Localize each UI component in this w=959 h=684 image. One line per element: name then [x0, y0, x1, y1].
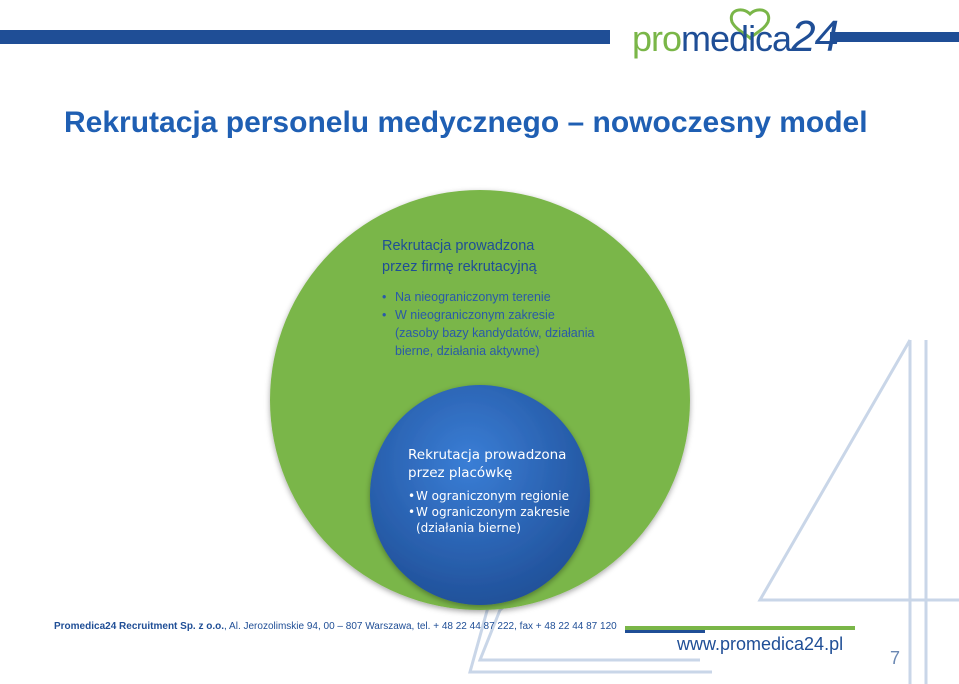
page-number: 7	[890, 648, 901, 668]
website-link[interactable]: www.promedica24.pl	[677, 634, 844, 654]
logo-text-24: 24	[791, 12, 839, 61]
list-item: • W nieograniczonym zakresie (zasoby bazy kandydatów, działania bierne, działania aktywne)	[382, 306, 602, 360]
outer-circle-heading	[382, 236, 602, 278]
list-item: • W ograniczonym regionie	[408, 488, 578, 504]
list-item: • W ograniczonym zakresie (działania bierne)	[408, 504, 578, 536]
footer-contact	[54, 621, 617, 632]
footer-address: , Al. Jerozolimskie 94, 00 – 807 Warszawa, tel. + 48 22 44 87 222, fax + 48 22 44 87 120	[224, 621, 617, 632]
footer-divider-blue	[625, 630, 705, 633]
outer-heading-line2: przez firmę rekrutacyjną	[382, 259, 537, 275]
slide-title: Rekrutacja personelu medycznego – nowoczesny model	[64, 106, 868, 139]
outer-heading-line1: Rekrutacja prowadzona	[382, 238, 535, 254]
inner-circle-content	[408, 446, 578, 536]
outer-circle-bullets	[382, 288, 602, 360]
inner-circle-heading: Rekrutacja prowadzona przez placówkę	[408, 447, 567, 481]
footer-company: Promedica24 Recruitment Sp. z o.o.	[54, 621, 225, 632]
outer-circle-content	[382, 236, 602, 360]
list-item: • Na nieograniczonym terenie	[382, 288, 602, 306]
logo-text-medica: medica	[681, 18, 792, 59]
inner-circle-bullets	[408, 488, 578, 536]
logo-text-pro: pro	[632, 18, 682, 59]
